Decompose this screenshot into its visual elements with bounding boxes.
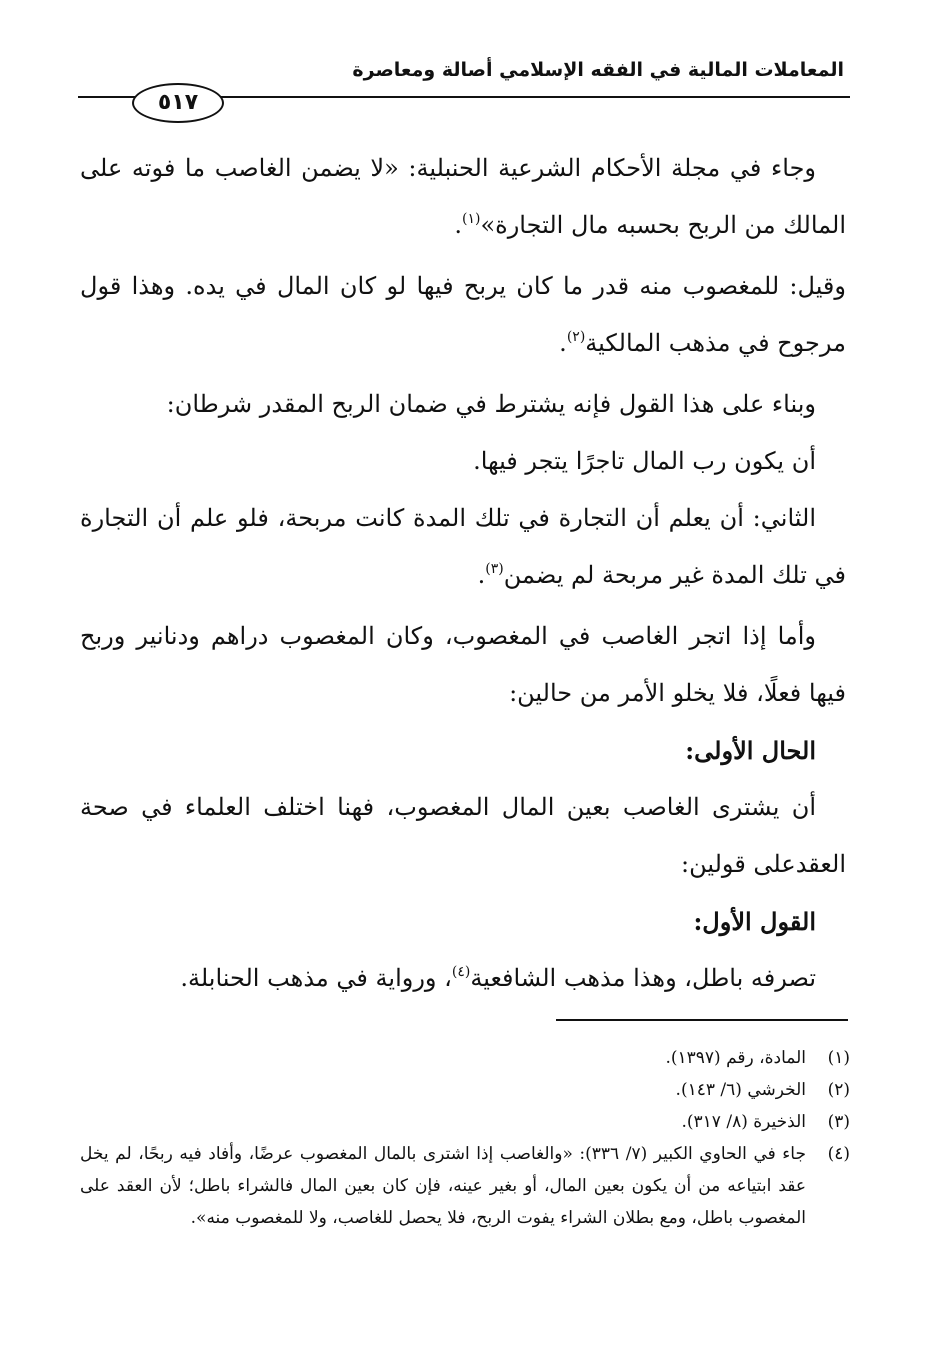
running-title: المعاملات المالية في الفقه الإسلامي أصالة ومعاصرة <box>352 59 844 81</box>
footnote-3-text: الذخيرة (٨/ ٣١٧). <box>681 1112 806 1132</box>
paragraph-2 <box>80 258 846 372</box>
main-text <box>80 140 846 1007</box>
footnote-1-number: (١) <box>827 1048 850 1068</box>
paragraph-8-before: تصرفه باطل، وهذا مذهب الشافعية <box>470 964 816 992</box>
footnote-ref-4[interactable]: (٤) <box>451 964 471 980</box>
footnote-ref-2[interactable]: (٢) <box>566 329 586 345</box>
footnote-2-number: (٢) <box>827 1080 850 1100</box>
footnotes <box>80 1042 850 1234</box>
footnote-separator <box>556 1019 848 1021</box>
paragraph-2-end: . <box>559 329 567 357</box>
footnote-3 <box>80 1106 850 1138</box>
paragraph-1 <box>80 140 846 254</box>
paragraph-4: أن يكون رب المال تاجرًا يتجر فيها. <box>473 447 816 475</box>
paragraph-1-end: . <box>454 211 462 239</box>
paragraph-7: أن يشترى الغاصب بعين المال المغصوب، فهنا اختلف العلماء في صحة العقدعلى قولين: <box>80 793 846 878</box>
section-heading-first-case: الحال الأولى: <box>685 736 816 765</box>
section-heading-first-opinion: القول الأول: <box>693 907 816 936</box>
footnote-ref-3[interactable]: (٣) <box>485 561 504 577</box>
paragraph-8 <box>80 950 846 1007</box>
paragraph-2-text: وقيل: للمغصوب منه قدر ما كان يربح فيها لو كان المال في يده. وهذا قول مرجوح في مذهب المالكية <box>80 272 846 357</box>
footnote-ref-1[interactable]: (١) <box>461 211 481 227</box>
paragraph-8-after: ، ورواية في مذهب الحنابلة. <box>180 964 452 992</box>
footnote-2-text: الخرشي (٦/ ١٤٣). <box>675 1080 806 1100</box>
paragraph-5-text: الثاني: أن يعلم أن التجارة في تلك المدة كانت مربحة، فلو علم أن التجارة في تلك المدة غير مربحة لم يضمن <box>80 504 846 589</box>
footnote-4-text: جاء في الحاوي الكبير (٧/ ٣٣٦): «والغاصب إذا اشترى بالمال المغصوب عرضًا، وأفاد فيه ربحًا، لم يخل عقد ابتياعه من أن يكون بعين المال، أو بغير عينه، فإن كان بعين المال فالشراء باطل؛ لأن العقد على المغصوب باطل، ومع بطلان الشراء يفوت الربح، فلا يحصل للغاصب، ولا للمغصوب منه». <box>80 1144 806 1228</box>
footnote-2 <box>80 1074 850 1106</box>
paragraph-5 <box>80 490 846 604</box>
paragraph-6: وأما إذا اتجر الغاصب في المغصوب، وكان المغصوب دراهم ودنانير وربح فيها فعلًا، فلا يخلو الأمر من حالين: <box>80 622 846 707</box>
page-number: ٥١٧ <box>132 83 224 123</box>
footnote-1 <box>80 1042 850 1074</box>
footnote-4-number: (٤) <box>827 1144 850 1164</box>
footnote-3-number: (٣) <box>827 1112 850 1132</box>
paragraph-1-text: وجاء في مجلة الأحكام الشرعية الحنبلية: «لا يضمن الغاصب ما فوته على المالك من الربح بحسبه مال التجارة» <box>80 154 846 239</box>
paragraph-3: وبناء على هذا القول فإنه يشترط في ضمان الربح المقدر شرطان: <box>166 390 816 418</box>
footnote-1-text: المادة، رقم (١٣٩٧). <box>665 1048 806 1068</box>
paragraph-5-end: . <box>477 561 486 589</box>
footnote-4 <box>80 1138 850 1234</box>
